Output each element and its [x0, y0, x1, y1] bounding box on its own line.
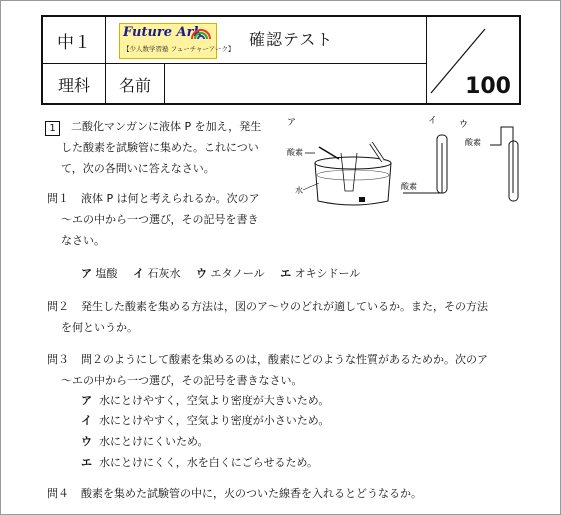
choice-text: オキシドール — [294, 267, 361, 280]
sub-question-label: 問３ — [47, 353, 69, 366]
logo-text: Future Ark — [123, 25, 203, 40]
choice-row — [81, 432, 209, 452]
choice-key: ア — [81, 267, 92, 280]
choice-row — [81, 391, 329, 411]
choice-text: 水にとけやすく，空気より密度が小さいため。 — [99, 414, 330, 427]
choice-row — [81, 411, 329, 431]
choice-text: 石灰水 — [147, 267, 181, 280]
choice-text: 水にとけにくいため。 — [99, 435, 209, 448]
sub-question-label: 問２ — [47, 300, 69, 313]
diagram-label-a: ア — [287, 118, 297, 128]
choice-key: イ — [133, 267, 144, 280]
intro-line: て，次の各問いに答えなさい。 — [61, 162, 215, 175]
page-title: 確認テスト — [249, 30, 334, 49]
sub-question-label: 問１ — [47, 192, 69, 205]
question-text: なさい。 — [61, 234, 105, 247]
score-total: 100 — [465, 74, 511, 99]
choice-key: イ — [81, 414, 92, 427]
name-field[interactable] — [165, 64, 425, 105]
grade-label: 中１ — [57, 32, 91, 53]
question-text: 〜エの中から一つ選び，その記号を書きなさい。 — [61, 374, 303, 387]
choice-key: エ — [81, 456, 92, 469]
question-text: 発生した酸素を集める方法は，図のア〜ウのどれが適しているか。また，その方法 — [81, 300, 488, 313]
diagram-label-i: イ — [428, 116, 438, 126]
choice-key: エ — [280, 267, 292, 280]
choice-key: ア — [81, 394, 92, 407]
diagram-label-oxygen: 酸素 — [465, 138, 481, 147]
question-text: を何というか。 — [61, 321, 138, 334]
choice-text: 塩酸 — [95, 267, 118, 280]
name-label: 名前 — [118, 76, 151, 95]
intro-line: 二酸化マンガンに液体 P を加え，発生 — [71, 120, 262, 133]
question-text: 〜エの中から一つ選び，その記号を書き — [61, 213, 259, 226]
logo — [119, 23, 235, 59]
question-text: 酸素を集めた試験管の中に，火のついた線香を入れるとどうなるか。 — [81, 487, 422, 500]
diagram-label-oxygen: 酸素 — [401, 182, 417, 191]
question-text: 問２のようにして酸素を集めるのは，酸素にどのような性質があるためか。次のア — [81, 353, 488, 366]
question-text: 液体 P は何と考えられるか。次のア — [81, 192, 260, 205]
subject-label: 理科 — [57, 76, 90, 95]
choice-key: ウ — [81, 435, 92, 448]
diagram-label-water: 水 — [295, 186, 303, 195]
intro-line: した酸素を試験管に集めた。これについ — [61, 141, 259, 154]
experiment-diagram — [283, 113, 533, 213]
sub-question-label: 問４ — [47, 487, 69, 500]
choice-key: ウ — [196, 267, 207, 280]
header-table — [41, 15, 521, 105]
choice-text: エタノール — [210, 267, 265, 280]
choice-text: 水にとけやすく，空気より密度が大きいため。 — [99, 394, 330, 407]
diagram-label-oxygen: 酸素 — [287, 148, 303, 157]
question-number: 1 — [45, 121, 60, 136]
rainbow-icon — [190, 26, 212, 40]
choice-row — [81, 453, 318, 473]
choice-text: 水にとけにくく，水を白くにごらせるため。 — [99, 456, 319, 469]
diagram-label-u: ウ — [459, 120, 469, 130]
logo-subtext: 【少人数学習塾 フューチャーアーク】 — [123, 45, 235, 53]
choice-row — [81, 264, 360, 284]
